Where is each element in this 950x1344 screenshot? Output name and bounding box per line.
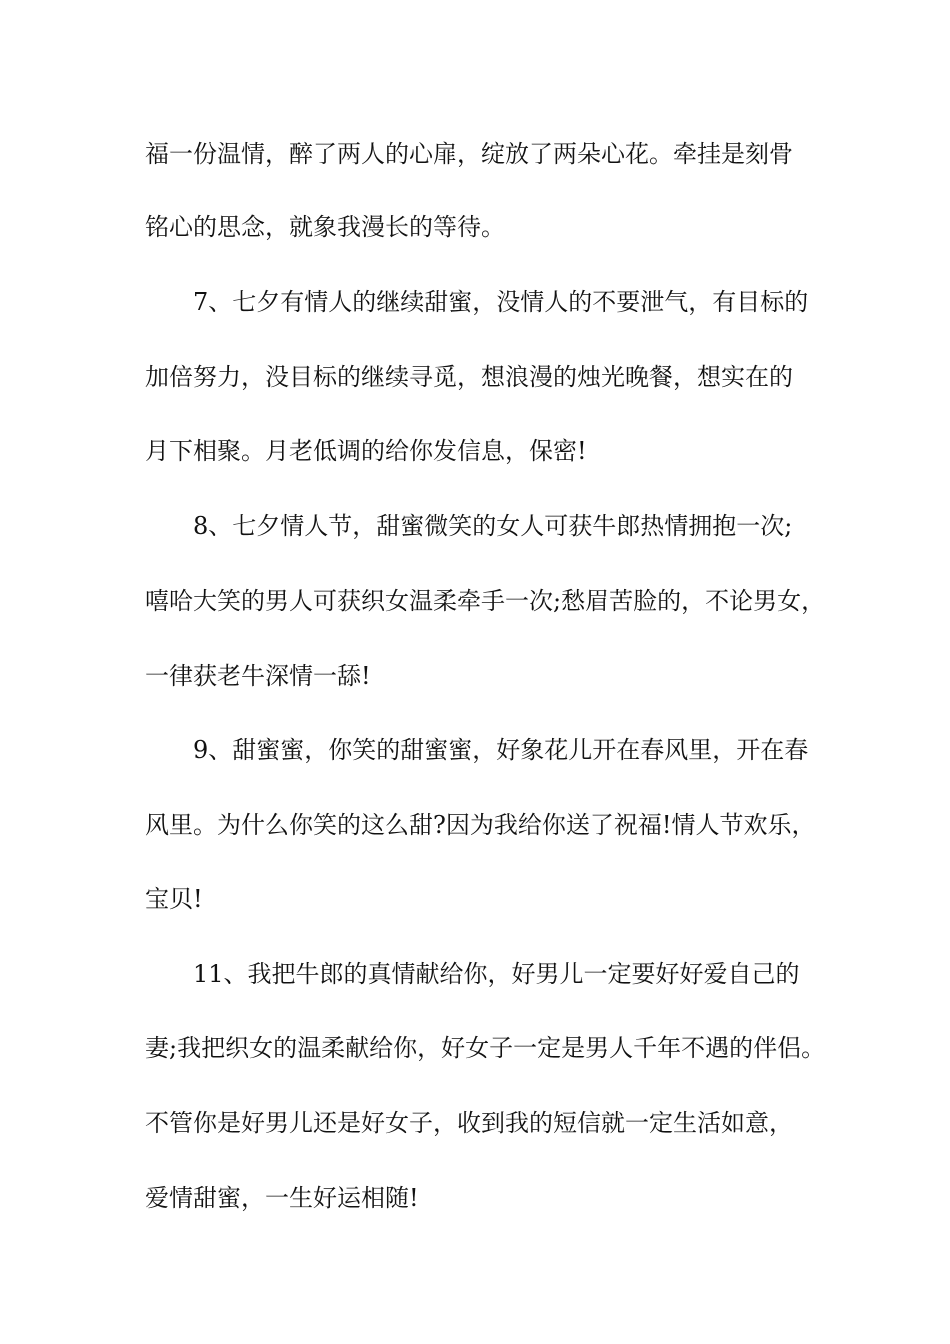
- text-line: 铭心的思念，就象我漫长的等待。: [145, 213, 505, 241]
- paragraph-7-start: 7、七夕有情人的继续甜蜜，没情人的不要泄气，有目标的: [193, 288, 809, 316]
- text-line: 不管你是好男儿还是好女子，收到我的短信就一定生活如意，: [145, 1109, 793, 1137]
- text-line: 嘻哈大笑的男人可获织女温柔牵手一次;愁眉苦脸的，不论男女，: [145, 587, 825, 615]
- paragraph-11-start: 11、我把牛郎的真情献给你，好男儿一定要好好爱自己的: [193, 960, 800, 988]
- text-line: 月下相聚。月老低调的给你发信息，保密!: [145, 437, 587, 465]
- text-line: 风里。为什么你笑的这么甜?因为我给你送了祝福!情人节欢乐，: [145, 811, 816, 839]
- text-line: 爱情甜蜜，一生好运相随!: [145, 1184, 419, 1212]
- text-line: 妻;我把织女的温柔献给你，好女子一定是男人千年不遇的伴侣。: [145, 1034, 825, 1062]
- text-line: 一律获老牛深情一舔!: [145, 662, 371, 690]
- paragraph-9-start: 9、甜蜜蜜，你笑的甜蜜蜜，好象花儿开在春风里，开在春: [193, 736, 809, 764]
- paragraph-8-start: 8、七夕情人节，甜蜜微笑的女人可获牛郎热情拥抱一次;: [193, 512, 793, 540]
- text-line: 福一份温情，醉了两人的心扉，绽放了两朵心花。牵挂是刻骨: [145, 140, 793, 168]
- text-line: 宝贝!: [145, 885, 203, 913]
- text-line: 加倍努力，没目标的继续寻觅，想浪漫的烛光晚餐，想实在的: [145, 363, 793, 391]
